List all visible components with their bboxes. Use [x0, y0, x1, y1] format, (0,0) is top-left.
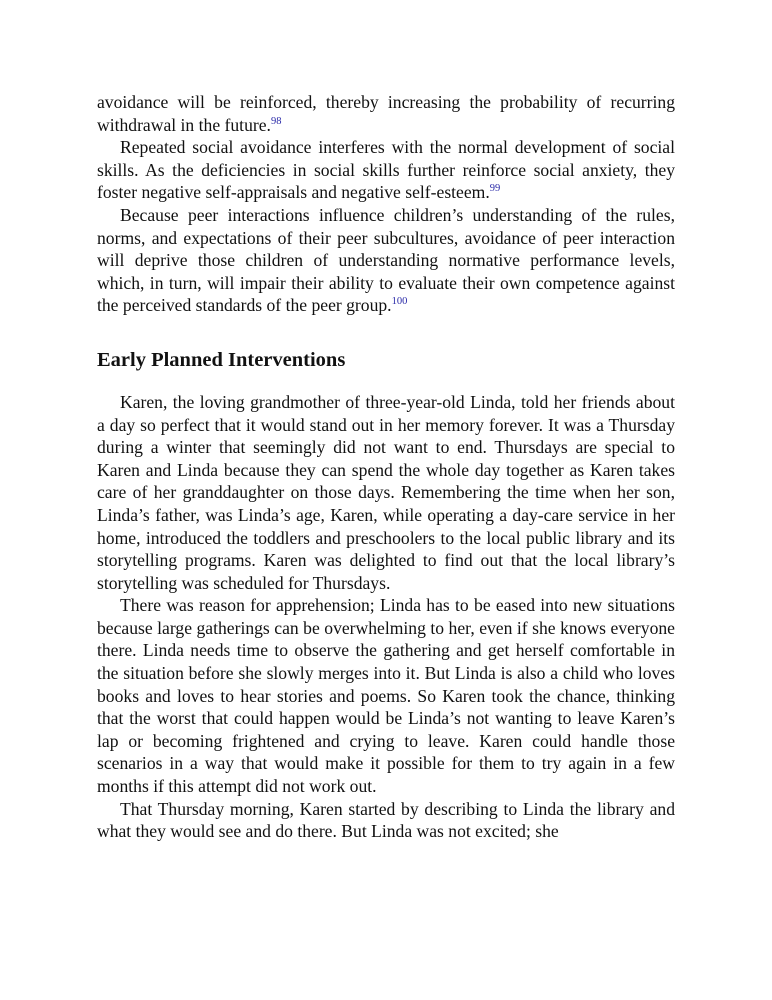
- paragraph-text: Because peer interactions influence children’s understanding of the rules, norms, and expectations of their peer subcultures, avoidance of peer interaction will deprive those children of understanding normative performance levels, which, in turn, will impair their ability to evaluate their own competence against the perceived standards of the peer group.: [97, 204, 675, 316]
- footnote-link-99[interactable]: 99: [489, 183, 501, 195]
- footnote-link-100[interactable]: 100: [391, 296, 408, 308]
- paragraph-text: avoidance will be reinforced, thereby increasing the probability of recurring withdrawal in the future.: [97, 92, 675, 135]
- paragraph-peer-interactions: [97, 204, 675, 317]
- paragraph-social-skills: [97, 136, 675, 204]
- book-page: [97, 91, 675, 843]
- paragraph-text: Repeated social avoidance interferes with the normal development of social skills. As the deficiencies in social skills further reinforce social anxiety, they foster negative self-appraisals and negative self-esteem.: [97, 137, 675, 203]
- footnote-link-98[interactable]: 98: [270, 115, 282, 127]
- paragraph-apprehension: There was reason for apprehension; Linda has to be eased into new situations because large gatherings can be overwhelming to her, even if she knows everyone there. Linda needs time to observe the gathering and get herself comfortable in the situation before she slowly merges into it. But Linda is also a child who loves books and loves to hear stories and poems. So Karen took the chance, thinking that the worst that could happen would be Linda’s not wanting to leave Karen’s lap or becoming frightened and crying to leave. Karen could handle those scenarios in a way that would make it possible for them to try again in a few months if this attempt did not work out.: [97, 595, 675, 797]
- paragraph-thursday-morning: That Thursday morning, Karen started by describing to Linda the library and what they would see and do there. But Linda was not excited; she: [97, 798, 675, 842]
- section-heading: Early Planned Interventions: [97, 348, 346, 371]
- paragraph-karen-intro: Karen, the loving grandmother of three-year-old Linda, told her friends about a day so perfect that it would stand out in her memory forever. It was a Thursday during a winter that seemingly did not want to end. Thursdays are special to Karen and Linda because they can spend the whole day together as Karen takes care of her granddaughter on those days. Remembering the time when her son, Linda’s father, was Linda’s age, Karen, while operating a day-care service in her home, introduced the toddlers and preschoolers to the local public library and its storytelling programs. Karen was delighted to find out that the local library’s storytelling was scheduled for Thursdays.: [97, 391, 675, 593]
- paragraph-continuation: [97, 91, 675, 136]
